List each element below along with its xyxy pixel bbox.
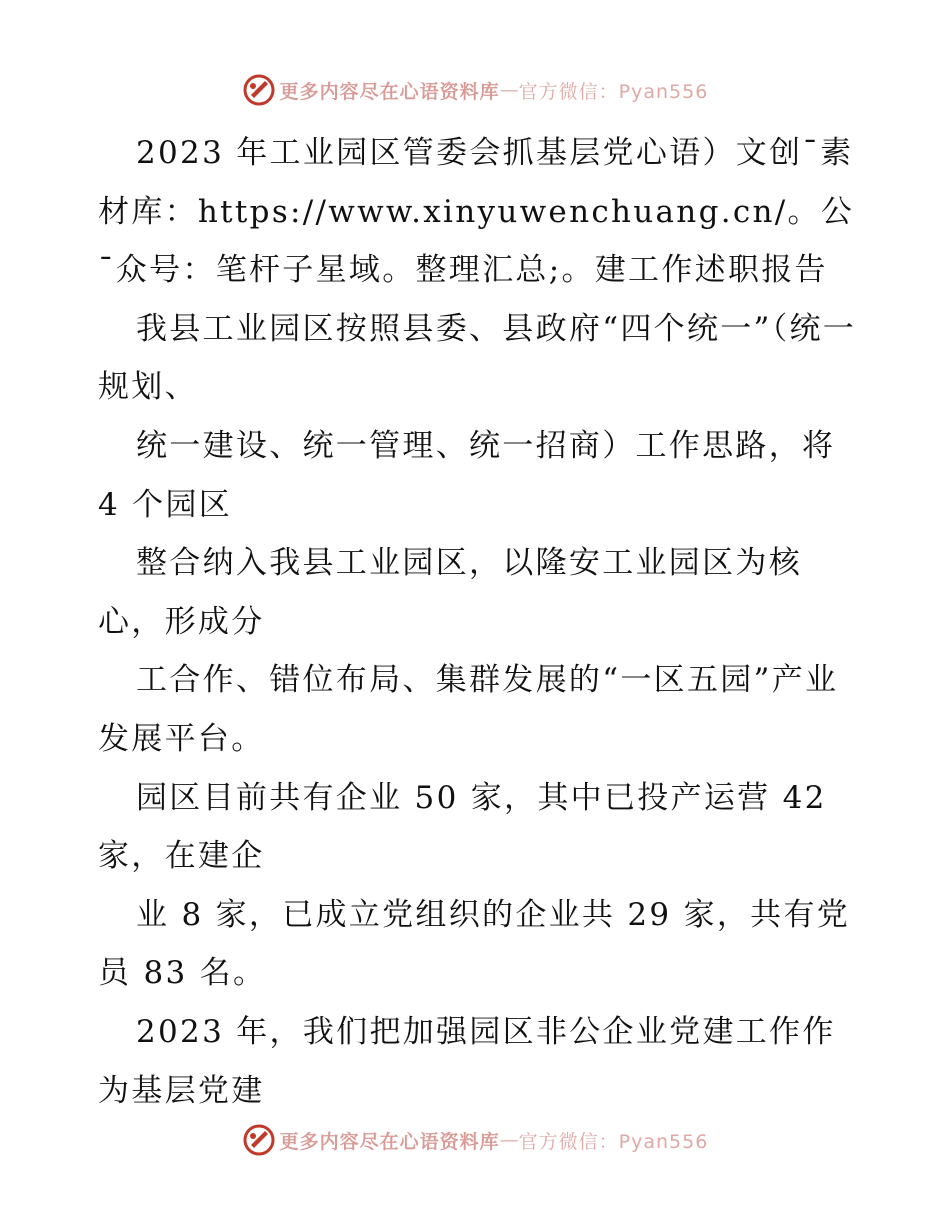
paragraph: 2023 年，我们把加强园区非公企业党建工作作为基层党建 xyxy=(98,1013,836,1109)
watermark-site-text: 更多内容尽在心语资料库 xyxy=(279,80,500,103)
document-body xyxy=(98,124,858,1120)
paragraph: 2023 年工业园区管委会抓基层党心语）文创¯素材库：https://www.xinyuwenchuang.cn/。公¯众号：笔杆子星域。整理汇总;。建工作述职报告 xyxy=(98,135,855,289)
header-watermark xyxy=(0,70,950,110)
watermark-contact-text: 官方微信：Pyan556 xyxy=(518,80,709,103)
brand-logo-icon xyxy=(242,73,276,107)
watermark-separator: — xyxy=(499,1129,519,1151)
watermark-separator: — xyxy=(499,79,519,101)
paragraph: 我县工业园区按照县委、县政府“四个统一”（统一规划、 xyxy=(98,310,857,406)
watermark-contact-text: 官方微信：Pyan556 xyxy=(518,1130,709,1153)
paragraph: 业 8 家，已成立党组织的企业共 29 家，共有党员 83 名。 xyxy=(98,896,851,992)
paragraph: 整合纳入我县工业园区，以隆安工业园区为核心，形成分 xyxy=(98,545,802,640)
paragraph: 园区目前共有企业 50 家，其中已投产运营 42 家，在建企 xyxy=(98,779,839,875)
paragraph: 工合作、错位布局、集群发展的“一区五园”产业发展平台。 xyxy=(98,662,839,757)
paragraph: 统一建设、统一管理、统一招商）工作思路，将 4 个园区 xyxy=(98,427,848,523)
watermark-site-text: 更多内容尽在心语资料库 xyxy=(279,1130,500,1153)
footer-watermark xyxy=(0,1120,950,1160)
brand-logo-icon xyxy=(242,1123,276,1157)
